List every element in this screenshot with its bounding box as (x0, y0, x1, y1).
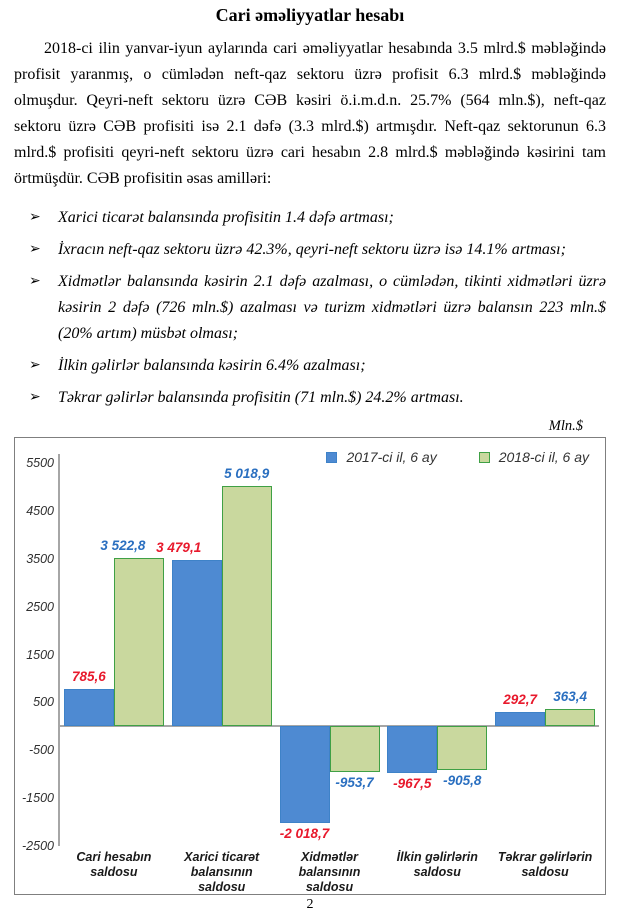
bar-value-label: 785,6 (71, 668, 106, 684)
bar-value-label: 3 479,1 (156, 539, 202, 555)
legend-label: 2018-ci il, 6 ay (498, 449, 589, 465)
category-label: Xidmətlər balansının saldosu (298, 850, 361, 894)
bar-value-label: 363,4 (553, 688, 587, 704)
bar-2018 (114, 558, 164, 727)
legend-entry (326, 449, 436, 465)
bar-2018 (222, 486, 272, 726)
bullet-item (14, 385, 606, 411)
y-axis-line (58, 454, 60, 846)
legend-label: 2017-ci il, 6 ay (346, 449, 437, 465)
intro-paragraph: 2018-ci ilin yanvar-iyun aylarında cari əməliyyatlar hesabında 3.5 mlrd.$ məbləğində profisit yaranmış, o cümlədən neft-qaz sektoru üzrə profisit 6.3 mlrd.$ məbləğində olmuşdur. Qeyri-neft sektoru üzrə CƏB kəsiri ö.i.m.d.n. 25.7% (564 mln.$), neft-qaz sektoru üzrə CƏB profisiti isə 2.1 dəfə (3.3 mlrd.$) artmışdır. Neft-qaz sektorunun 6.3 mlrd.$ profisiti qeyri-neft sektoru üzrə cari hesabın 2.8 mlrd.$ məbləğində kəsirini tam örtmüşdür. CƏB profisitin əsas amilləri: (14, 40, 606, 187)
bar-value-label: 3 522,8 (100, 537, 146, 553)
y-axis-tick-label: -2500 (22, 839, 54, 853)
bar-2018 (330, 726, 380, 772)
bullet-arrow-icon: ➢ (29, 242, 41, 257)
y-axis-tick-label: 5500 (26, 456, 54, 470)
bar-value-label: 5 018,9 (224, 466, 270, 482)
y-axis-tick-label: 1500 (26, 647, 54, 662)
category-label: Təkrar gəlirlərin saldosu (497, 850, 593, 879)
bullet-text: Xidmətlər balansında kəsirin 2.1 dəfə azalması, o cümlədən, tikinti xidmətləri üzrə kəsirin 2 dəfə (726 mln.$) azalması və turizm xidmətləri üzrə balansın 223 mln.$ (20% artım) müsbət olması; (58, 273, 606, 342)
bar-2017 (495, 712, 545, 726)
y-axis-tick-label: 500 (33, 695, 54, 710)
y-axis-tick-label: 4500 (26, 503, 54, 518)
y-axis-tick-label: -1500 (22, 791, 54, 806)
y-axis-tick-label: 2500 (26, 599, 54, 614)
bullet-arrow-icon: ➢ (29, 358, 41, 373)
bullet-item (14, 205, 606, 231)
bar-value-label: -2 018,7 (279, 825, 330, 841)
bullet-list (14, 205, 606, 411)
page-title: Cari əməliyyatlar hesabı (215, 5, 405, 25)
bar-value-label: -905,8 (443, 772, 482, 788)
y-axis-tick-label: 3500 (26, 551, 54, 566)
chart-legend (326, 449, 589, 465)
bar-2017 (64, 689, 114, 727)
bullet-text: Xarici ticarət balansında profisitin 1.4 dəfə artması; (58, 209, 394, 226)
bar-2018 (545, 709, 595, 726)
bullet-text: İlkin gəlirlər balansında kəsirin 6.4% azalması; (58, 357, 366, 374)
category-label: Cari hesabın saldosu (76, 850, 152, 879)
chart-category-labels (60, 850, 599, 895)
category-label: İlkin gəlirlərin saldosu (396, 850, 478, 879)
y-axis-tick-label: -500 (28, 743, 54, 758)
bullet-arrow-icon: ➢ (29, 210, 41, 225)
legend-entry (479, 449, 589, 465)
bullet-arrow-icon: ➢ (29, 274, 41, 289)
bullet-item (14, 237, 606, 263)
legend-swatch-icon (479, 452, 490, 463)
page-number: 2 (306, 897, 314, 912)
bar-2017 (172, 560, 222, 727)
category-label: Xarici ticarət balansının saldosu (184, 850, 260, 894)
bullet-item (14, 269, 606, 347)
bar-value-label: 292,7 (503, 692, 537, 708)
bar-2018 (437, 726, 487, 769)
bar-value-label: -953,7 (335, 774, 374, 790)
legend-swatch-icon (326, 452, 337, 463)
bar-chart (14, 437, 606, 895)
bullet-text: İxracın neft-qaz sektoru üzrə 42.3%, qeyri-neft sektoru üzrə isə 14.1% artması; (58, 241, 566, 258)
bar-value-label: -967,5 (393, 775, 432, 791)
bar-2017 (387, 726, 437, 772)
bullet-text: Təkrar gəlirlər balansında profisitin (71 mln.$) 24.2% artması. (58, 389, 464, 406)
bullet-item (14, 353, 606, 379)
bullet-arrow-icon: ➢ (29, 390, 41, 405)
chart-unit-label: Mln.$ (548, 418, 583, 434)
